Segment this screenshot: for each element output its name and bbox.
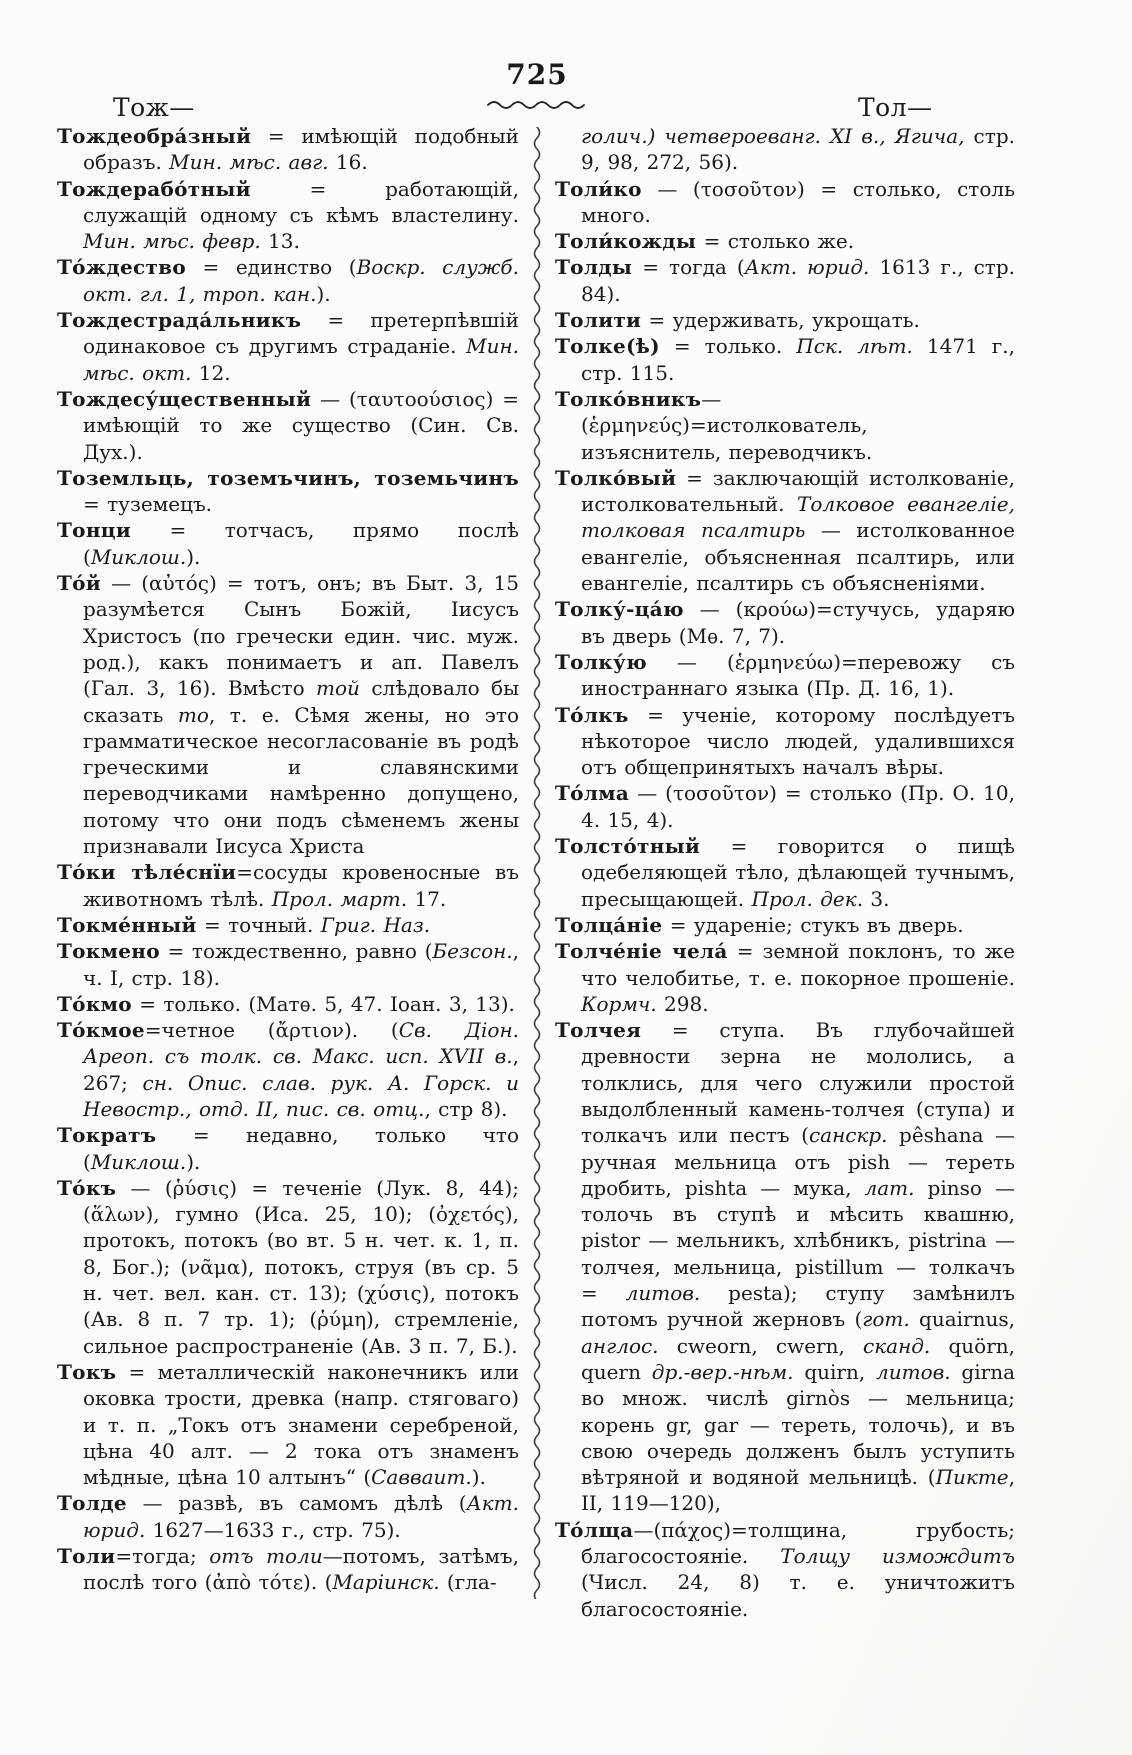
entry-text: , 267; bbox=[83, 1044, 519, 1095]
dictionary-entry bbox=[555, 1017, 1015, 1517]
entry-text: —(πάχος)=толщина, грубость; благосостояніе. bbox=[581, 1517, 1015, 1569]
citation-text: Мин. мѣс. авг. bbox=[169, 150, 329, 175]
entry-text: , ч. I, стр. 18). bbox=[83, 939, 519, 990]
entry-text: ). bbox=[186, 544, 201, 569]
entry-text: pêshana — ручная мельница отъ pish — тереть дробить, pishta — мука, bbox=[581, 1123, 1016, 1200]
headword: То́къ bbox=[57, 1175, 117, 1200]
entry-text: — истолкованное евангеліе, объясненная псалтирь, или евангеліе, псалтирь съ объясненіями. bbox=[581, 518, 1015, 596]
dictionary-entry bbox=[555, 912, 1015, 938]
dictionary-entry bbox=[57, 123, 519, 176]
dictionary-entry bbox=[555, 176, 1015, 229]
headword: Толко́вый bbox=[555, 465, 677, 490]
entry-text: — (ἑρμηνεύω)=перевожу съ иностраннаго языка (Пр. Д. 16, 1). bbox=[581, 649, 1015, 701]
citation-text: Безсон. bbox=[432, 939, 513, 964]
entry-text: — (τοσοῦτον) = столько, столь много. bbox=[581, 176, 1015, 227]
citation-text: той bbox=[316, 676, 360, 701]
entry-text: — (αὐτός) = тотъ, онъ; въ Быт. 3, 15 разумѣется Сынъ Божій, Іисусъ Христосъ (по гречески един. чис. муж. род.), какъ понимаетъ и ап. Павелъ (Гал. 3, 16). Вмѣсто bbox=[83, 571, 519, 701]
citation-text: Толковое евангеліе, толковая псалтирь bbox=[581, 492, 1015, 543]
headword: То́лкъ bbox=[555, 702, 629, 727]
citation-text: Миклош. bbox=[90, 544, 187, 569]
headword: То́ки тѣле́снїи bbox=[57, 860, 237, 885]
entry-text: — (ἑρμηνεύς)=истолкователь, изъяснитель, переводчикъ. bbox=[581, 386, 873, 464]
dictionary-entry bbox=[57, 912, 519, 938]
entry-text: quirn, bbox=[793, 1359, 876, 1384]
entry-text: 298. bbox=[656, 991, 709, 1016]
citation-text: Савваит. bbox=[371, 1465, 472, 1490]
dictionary-entry bbox=[555, 702, 1015, 781]
entry-text: , стр 8). bbox=[424, 1096, 508, 1121]
citation-text: Прол. дек. bbox=[751, 886, 864, 911]
headword: Тократъ bbox=[57, 1123, 157, 1148]
entry-text: = имѣющій подобный образъ. bbox=[83, 124, 519, 175]
dictionary-entry bbox=[57, 859, 519, 912]
entry-text: (гла- bbox=[439, 1570, 497, 1595]
headword: Тоземльць, тоземъчинъ, тоземьчинъ bbox=[57, 465, 519, 490]
citation-text: сн. Опис. слав. рук. А. Горск. и Невостр., отд. II, пис. св. отц. bbox=[83, 1070, 519, 1121]
entry-text: quairnus, bbox=[909, 1307, 1015, 1332]
running-head-left: Тож— bbox=[113, 93, 195, 122]
dictionary-entry bbox=[555, 228, 1015, 254]
dictionary-entry bbox=[555, 938, 1015, 1017]
dictionary-entry bbox=[555, 307, 1015, 333]
entry-text: ). bbox=[316, 281, 331, 306]
citation-text: др.-вер.-нѣм. bbox=[651, 1359, 794, 1384]
dictionary-entry bbox=[57, 1017, 519, 1122]
entry-text: ). bbox=[471, 1465, 486, 1490]
dictionary-entry bbox=[555, 780, 1015, 833]
entry-text: = недавно, только что ( bbox=[83, 1123, 519, 1174]
headword: Тонци bbox=[57, 518, 131, 543]
dictionary-entry bbox=[57, 1175, 519, 1359]
headword: То́кмое bbox=[57, 1018, 145, 1043]
dictionary-entry bbox=[57, 254, 519, 307]
entry-text: —потомъ, затѣмъ, послѣ того (ἀπὸ τότε). ( bbox=[83, 1544, 519, 1595]
entry-text: (Числ. 24, 8) т. е. уничтожитъ благосостояніе. bbox=[581, 1570, 1015, 1621]
headword: То́кмо bbox=[57, 991, 132, 1016]
headword: Толды bbox=[555, 255, 633, 280]
entry-text: = металлическій наконечникъ или оковка трости, древка (напр. стяговаго) и т. п. „Токъ отъ знамени серебреной, цѣна 40 алт. — 2 тока отъ знаменъ мѣдные, цѣна 10 алтынъ“ ( bbox=[83, 1359, 519, 1490]
entry-text: =сосуды кровеносные въ животномъ тѣлѣ. bbox=[83, 860, 519, 911]
dictionary-entry bbox=[57, 176, 519, 255]
entry-text: слѣдовало бы сказать bbox=[83, 676, 519, 727]
dictionary-entry bbox=[555, 254, 1015, 307]
citation-text: Толщу измождитъ bbox=[780, 1544, 1015, 1569]
citation-text: Маріинск. bbox=[332, 1570, 440, 1595]
entry-text: = заключающій истолкованіе, истолковательный. bbox=[581, 465, 1015, 517]
entry-text: = точный. bbox=[196, 912, 321, 937]
dictionary-entry bbox=[555, 649, 1015, 702]
headword: Толсто́тный bbox=[555, 834, 701, 859]
headword: Толку́-ца́ю bbox=[555, 597, 684, 622]
dictionary-entry bbox=[57, 1490, 519, 1543]
citation-text: отъ толи bbox=[209, 1544, 323, 1569]
entry-text: pinso — толочь въ ступѣ и мѣсить квашню, pistor — мельникъ, хлѣбникъ, pistrina — толчея, мельница, pistillum — толкачъ = bbox=[581, 1175, 1015, 1306]
headword: Толи́ко bbox=[555, 176, 642, 201]
headword: Тождесу́щественный bbox=[57, 386, 312, 411]
entry-text: 17. bbox=[407, 886, 447, 911]
entry-text: 3. bbox=[863, 886, 890, 911]
dictionary-entry bbox=[555, 465, 1015, 596]
dictionary-entry bbox=[555, 1517, 1015, 1622]
citation-text: литов. bbox=[625, 1281, 701, 1306]
headword: Толити bbox=[555, 308, 642, 333]
dictionary-entry bbox=[57, 1122, 519, 1175]
running-head-right: Тол— bbox=[858, 93, 933, 122]
entry-text: = претерпѣвшій одинаковое съ другимъ страданіе. bbox=[83, 308, 519, 359]
citation-text: Акт. юрид. bbox=[744, 255, 870, 280]
headword: Тождестрада́льникъ bbox=[57, 308, 302, 333]
citation-text: гот. bbox=[862, 1307, 910, 1332]
headword: Тождеобра́зный bbox=[57, 124, 252, 148]
headword: То́й bbox=[57, 571, 101, 596]
headword: Толчея bbox=[555, 1018, 642, 1043]
entry-text: 1627—1633 г., стр. 75). bbox=[145, 1517, 401, 1542]
citation-text: Акт. юрид. bbox=[83, 1491, 519, 1542]
entry-text: = тогда ( bbox=[632, 255, 745, 280]
headword: Толи́кожды bbox=[555, 229, 697, 254]
headword: Токъ bbox=[57, 1359, 117, 1384]
entry-text: 12. bbox=[191, 360, 231, 385]
dictionary-entry bbox=[555, 333, 1015, 386]
citation-text: голич.) четвероеванг. XI в., Ягича, bbox=[581, 124, 965, 148]
citation-text: англос. bbox=[581, 1333, 659, 1358]
citation-text: Мин. мѣс. окт. bbox=[83, 334, 519, 385]
dictionary-entry bbox=[57, 1359, 519, 1490]
headword: То́лща bbox=[555, 1517, 634, 1542]
headword: Толку́ю bbox=[555, 649, 647, 674]
entry-text: = земной поклонъ, то же что челобитье, т. е. покорное прошеніе. bbox=[581, 939, 1016, 990]
dictionary-entry bbox=[555, 833, 1015, 912]
entry-text: ). bbox=[186, 1149, 201, 1174]
dictionary-entry bbox=[57, 991, 519, 1017]
citation-text: Мин. мѣс. февр. bbox=[83, 229, 261, 254]
entry-continuation bbox=[555, 123, 1015, 176]
entry-text: = единство ( bbox=[185, 255, 357, 280]
page-number: 725 bbox=[506, 58, 568, 91]
squiggle-rule-icon bbox=[486, 99, 588, 111]
entry-text: , т. е. Сѣмя жены, но это грамматическое несогласованіе въ родѣ греческими и славянскими переводчиками намѣренно допущено, потому что они подъ сѣменемъ жены признавали Іисуса Христа bbox=[83, 702, 519, 859]
citation-text: санскр. bbox=[808, 1123, 888, 1148]
entry-text: = ступа. Въ глубочайшей древности зерна не мололись, а толклись, для чего служили простой выдолбленный камень-толчея (ступа) и толкачъ или пестъ ( bbox=[581, 1018, 1015, 1148]
entry-text: 16. bbox=[328, 150, 368, 175]
entry-text: — (τοσοῦτον) = столько (Пр. О. 10, 4. 15, 4). bbox=[581, 781, 1015, 832]
citation-text: сканд. bbox=[863, 1333, 931, 1358]
dictionary-entry bbox=[57, 570, 519, 859]
entry-text: = туземецъ. bbox=[83, 492, 213, 517]
headword: Толче́ніе чела́ bbox=[555, 939, 728, 964]
entry-text: — (ῥύσις) = теченіе (Лук. 8, 44); (ἅλων), гумно (Иса. 25, 10); (ὀχετός), протокъ, потокъ (во вт. 5 н. чет. к. 1, п. 8, Бог.); (νᾶμα), потокъ, струя (въ ср. 5 н. чет. вел. кан. ст. 13); (χύσις), потокъ (Ав. 8 п. 7 тр. 1); (ῥύμη), стремленіе, сильное распространеніе (Ав. 3 п. 7, Б.). bbox=[83, 1175, 519, 1358]
left-column bbox=[57, 123, 519, 1596]
citation-text: Пск. лѣт. bbox=[796, 334, 913, 359]
squiggle-rule-path bbox=[488, 102, 584, 108]
headword: Токмено bbox=[57, 939, 160, 964]
entry-text: 13. bbox=[260, 229, 300, 254]
citation-text: Григ. Наз. bbox=[320, 912, 431, 937]
dictionary-entry bbox=[57, 307, 519, 386]
citation-text: Прол. март. bbox=[271, 886, 408, 911]
entry-text: — (κρούω)=стучусь, ударяю въ дверь (Мѳ. 7, 7). bbox=[581, 597, 1015, 648]
citation-text: лат. bbox=[864, 1175, 915, 1200]
citation-text: Св. Діон. Ареоп. съ толк. св. Макс. исп. XVII в. bbox=[83, 1018, 519, 1069]
citation-text: Миклош. bbox=[90, 1149, 187, 1174]
citation-text: то bbox=[177, 702, 209, 727]
headword: То́ждество bbox=[57, 255, 186, 280]
entry-text: , II, 119—120), bbox=[581, 1465, 1015, 1516]
entry-text: стр. 9, 98, 272, 56). bbox=[581, 124, 1015, 175]
entry-text: 1613 г., стр. 84). bbox=[581, 255, 1016, 306]
citation-text: Воскр. служб. окт. гл. 1, троп. кан. bbox=[83, 255, 519, 306]
entry-text: = ученіе, которому послѣдуетъ нѣкоторое число людей, удалившихся отъ общепринятыхъ началъ вѣры. bbox=[581, 702, 1015, 780]
entry-text: 1471 г., стр. 115. bbox=[581, 334, 1015, 385]
citation-text: Кормч. bbox=[581, 991, 657, 1016]
entry-text: = тотчасъ, прямо послѣ ( bbox=[83, 518, 519, 569]
entry-text: = только. bbox=[659, 334, 797, 359]
entry-text: quörn, quern bbox=[581, 1333, 1015, 1384]
entry-text: =четное (ἄρτιον). ( bbox=[144, 1018, 399, 1043]
dictionary-entry bbox=[57, 938, 519, 991]
dictionary-entry bbox=[57, 1543, 519, 1596]
headword: Толи bbox=[57, 1544, 116, 1569]
column-divider bbox=[533, 127, 543, 1599]
headword: Токме́нный bbox=[57, 912, 197, 937]
entry-text: cweorn, cwern, bbox=[658, 1333, 864, 1358]
headword: Толко́вникъ bbox=[555, 386, 702, 411]
dictionary-entry bbox=[57, 386, 519, 465]
entry-text: =тогда; bbox=[115, 1544, 210, 1569]
dictionary-entry bbox=[57, 517, 519, 570]
entry-text: = только. (Матѳ. 5, 47. Іоан. 3, 13). bbox=[131, 991, 515, 1016]
entry-text: = говорится о пищѣ одебеляющей тѣло, дѣлающей тучнымъ, пресыщающей. bbox=[581, 834, 1015, 911]
headword: То́лма bbox=[555, 781, 630, 806]
entry-text: — развѣ, въ самомъ дѣлѣ ( bbox=[126, 1491, 467, 1516]
entry-text: = тождественно, равно ( bbox=[159, 939, 433, 964]
entry-text: = работающій, служащій одному съ кѣмъ властелину. bbox=[83, 176, 519, 227]
entry-text: girna во множ. числѣ girnòs — мельница; корень gr, gar — тереть, толочь), и въ свою очередь долженъ былъ уступить вѣтряной и водяной мельницѣ. ( bbox=[581, 1359, 1015, 1490]
right-column bbox=[555, 123, 1015, 1622]
dictionary-entry bbox=[555, 386, 1015, 465]
entry-text: = удареніе; стукъ въ дверь. bbox=[662, 912, 964, 937]
headword: Толца́ніе bbox=[555, 912, 663, 937]
headword: Толке(ѣ) bbox=[555, 334, 660, 359]
dictionary-entry bbox=[57, 465, 519, 518]
column-divider-path bbox=[535, 127, 540, 1599]
entry-text: = столько же. bbox=[696, 229, 855, 254]
entry-text: pesta); ступу замѣнилъ потомъ ручной жерновъ ( bbox=[581, 1281, 1015, 1332]
dictionary-entry bbox=[555, 596, 1015, 649]
entry-text: — (ταυτοούσιος) = имѣющій то же существо (Син. Св. Дух.). bbox=[83, 386, 519, 464]
citation-text: литов. bbox=[876, 1359, 951, 1384]
headword: Толде bbox=[57, 1491, 127, 1516]
citation-text: Пикте bbox=[935, 1465, 1009, 1490]
entry-text: = удерживать, укрощать. bbox=[641, 308, 920, 333]
headword: Тождерабо́тный bbox=[57, 176, 251, 201]
